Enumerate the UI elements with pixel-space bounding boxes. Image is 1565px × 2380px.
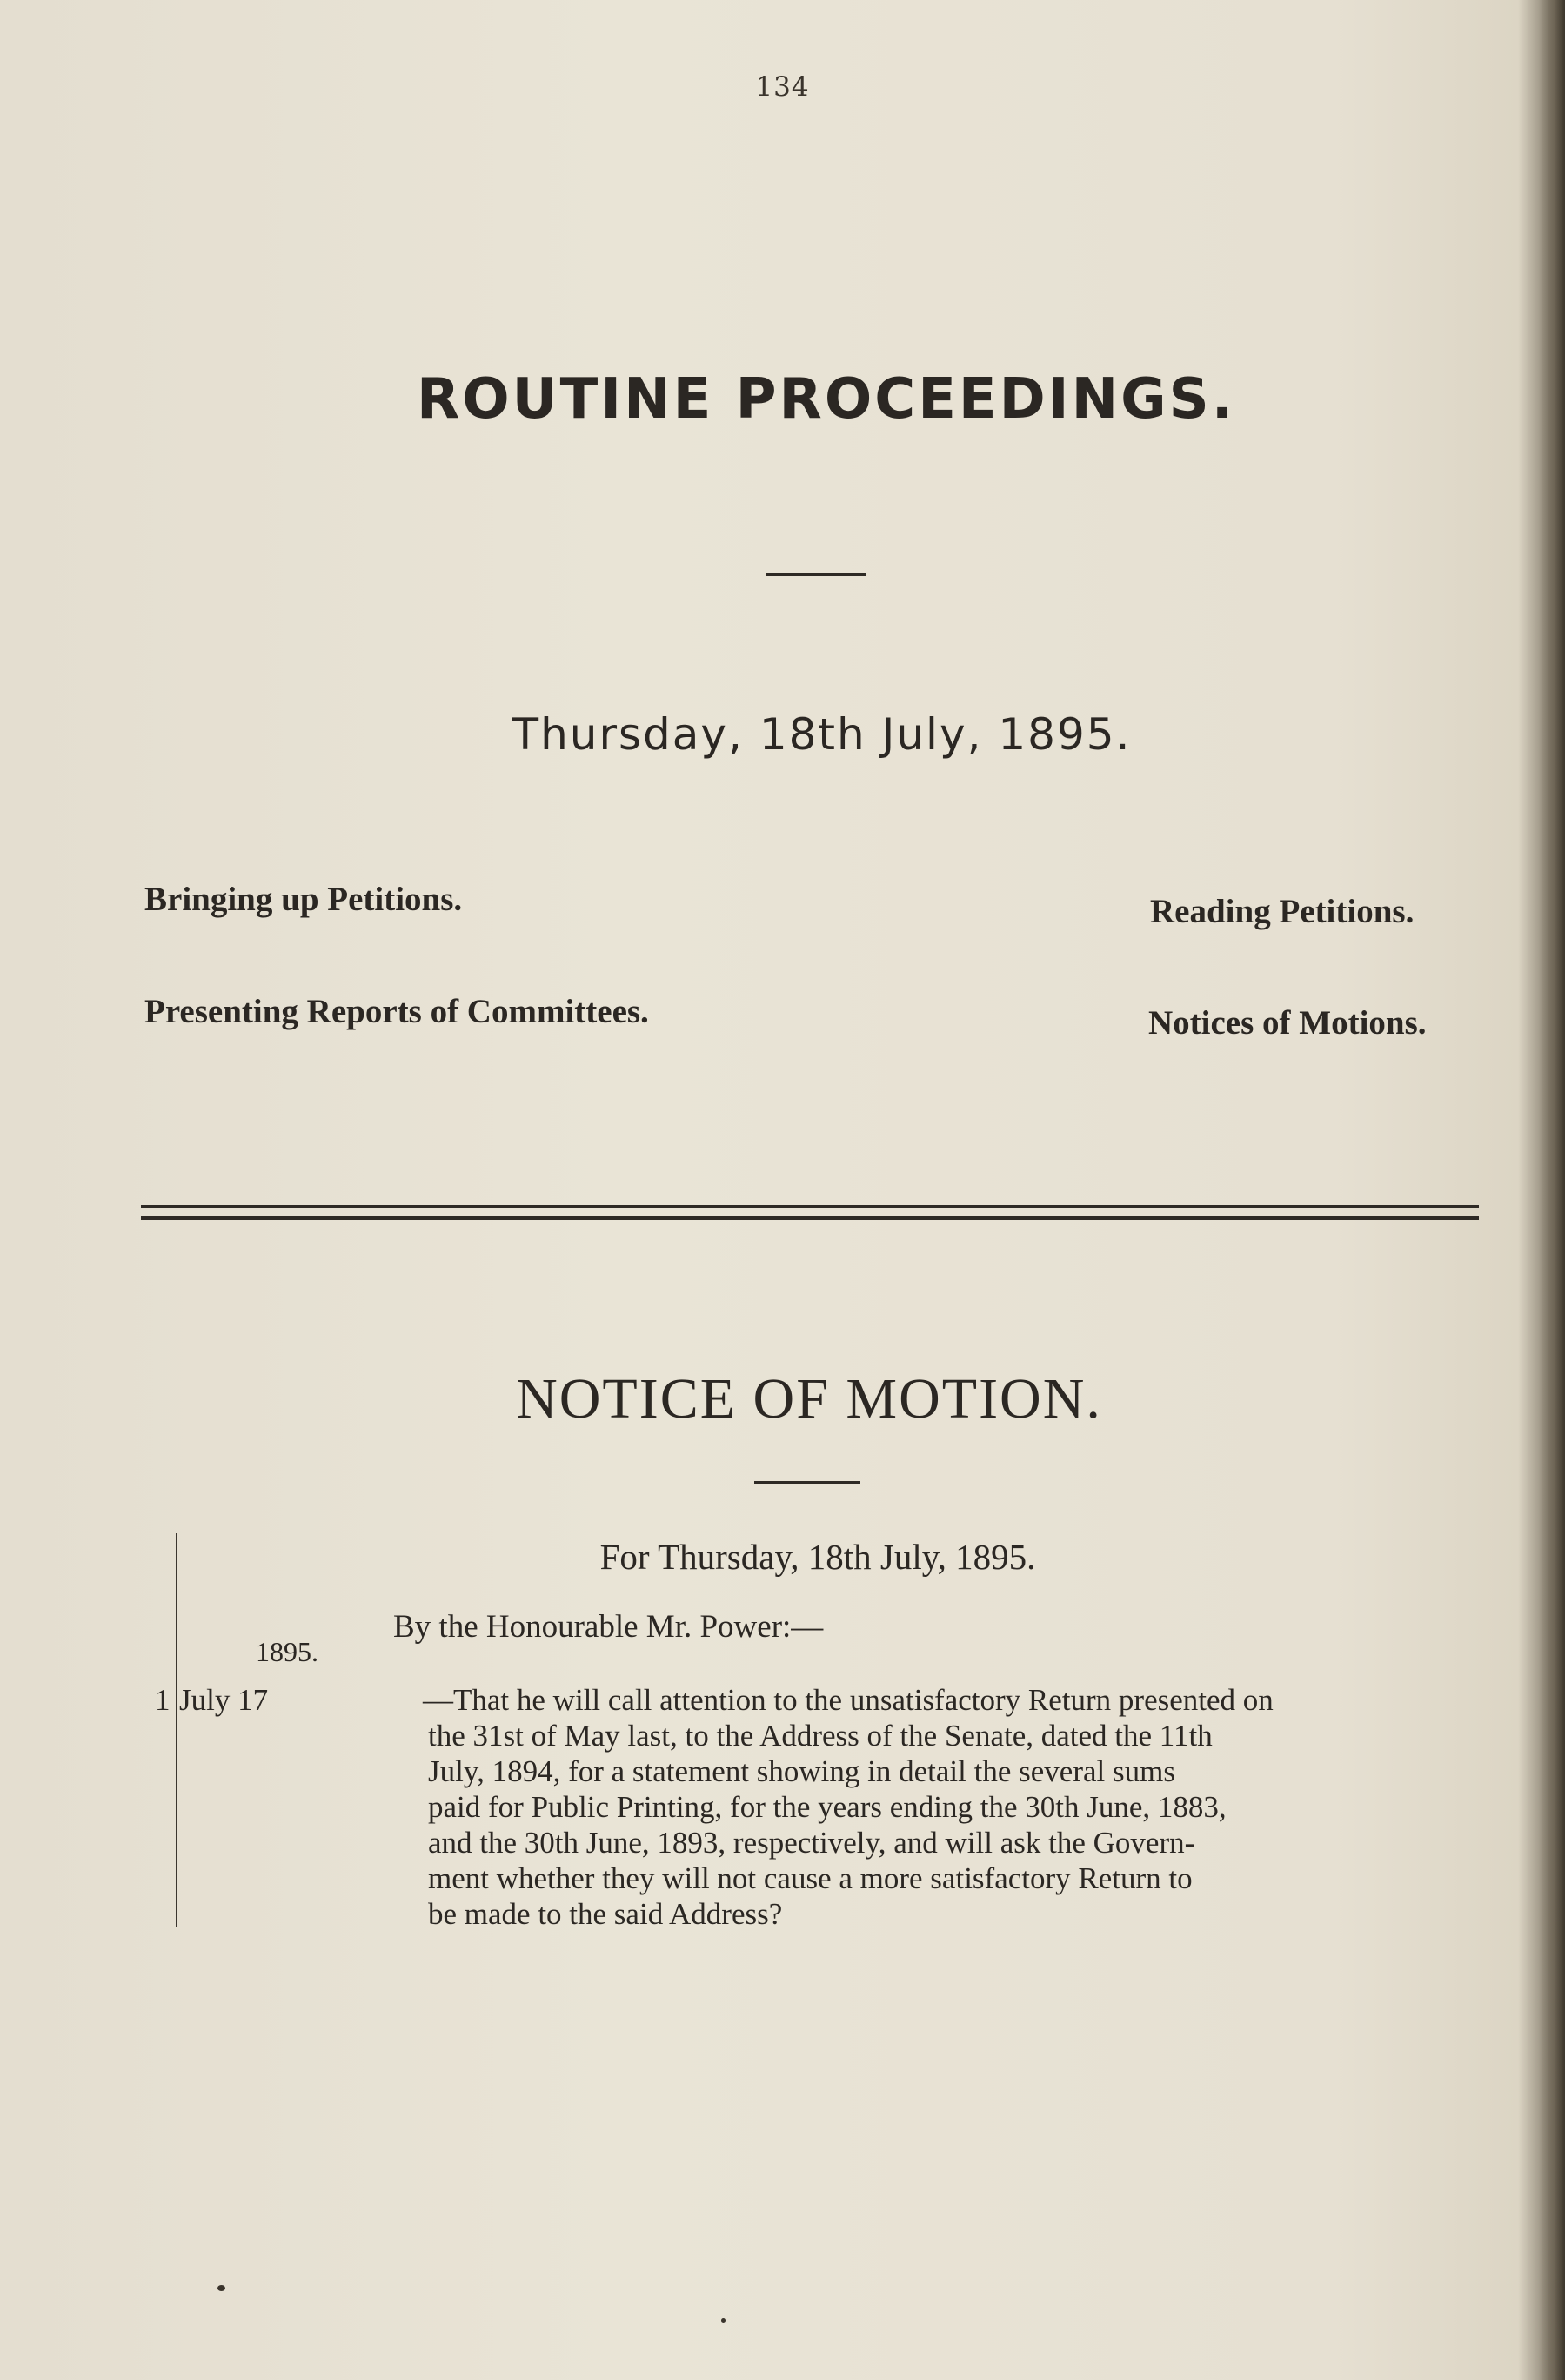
- margin-rule: [176, 1533, 177, 1927]
- notice-item-number: 1: [155, 1683, 171, 1717]
- routine-item-presenting-reports: Presenting Reports of Committees.: [144, 993, 649, 1030]
- notice-divider: [754, 1481, 860, 1484]
- title-divider: [766, 573, 866, 576]
- notice-year: 1895.: [256, 1636, 318, 1667]
- page-number: 134: [755, 71, 810, 103]
- routine-item-reading-petitions: Reading Petitions.: [1150, 893, 1415, 930]
- notice-for-date: For Thursday, 18th July, 1895.: [599, 1537, 1036, 1577]
- page-title: ROUTINE PROCEEDINGS.: [416, 367, 1236, 432]
- motion-text-line: —That he will call attention to the unsatisfactory Return presented on: [423, 1683, 1274, 1717]
- page-edge-shadow: [1539, 0, 1565, 2380]
- notice-title: NOTICE OF MOTION.: [516, 1367, 1102, 1431]
- notice-item-date: July 17: [179, 1683, 269, 1717]
- routine-item-notices-of-motions: Notices of Motions.: [1148, 1004, 1427, 1042]
- routine-item-bringing-up-petitions: Bringing up Petitions.: [144, 881, 463, 918]
- ink-speck: [217, 2285, 225, 2291]
- motion-text-line: and the 30th June, 1893, respectively, and will ask the Govern-: [428, 1826, 1195, 1860]
- notice-by-line: By the Honourable Mr. Power:—: [393, 1609, 824, 1645]
- section-divider: [141, 1205, 1479, 1221]
- date-heading: Thursday, 18th July, 1895.: [512, 709, 1132, 760]
- motion-text-line: the 31st of May last, to the Address of the Senate, dated the 11th: [428, 1719, 1213, 1753]
- motion-text-line: July, 1894, for a statement showing in detail the several sums: [428, 1754, 1175, 1788]
- motion-text-line: be made to the said Address?: [428, 1897, 783, 1931]
- motion-text-line: ment whether they will not cause a more satisfactory Return to: [428, 1861, 1193, 1895]
- ink-speck: [721, 2318, 726, 2323]
- motion-text-line: paid for Public Printing, for the years ending the 30th June, 1883,: [428, 1790, 1227, 1824]
